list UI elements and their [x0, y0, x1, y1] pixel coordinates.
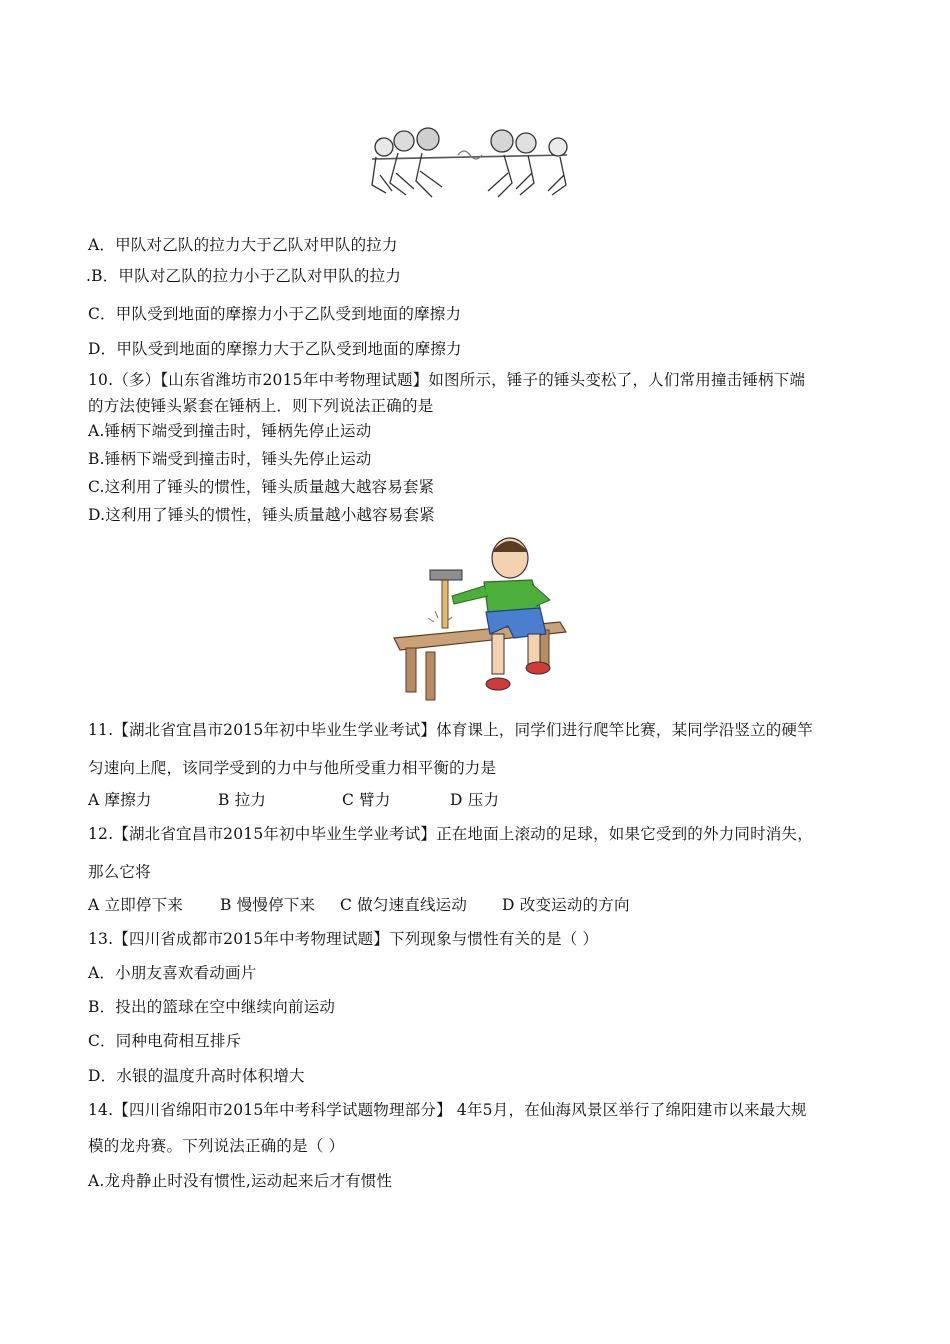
q14-stem-line1: 14.【四川省绵阳市2015年中考科学试题物理部分】 4年5月，在仙海风景区举行了绵阳建市以来最大规 — [88, 1101, 807, 1119]
q11-options — [88, 790, 499, 810]
q11-option-d: D 压力 — [450, 791, 500, 809]
q11-stem-line2: 匀速向上爬，该同学受到的力中与他所受重力相平衡的力是 — [88, 759, 497, 777]
q14-stem-line2: 模的龙舟赛。下列说法正确的是（ ） — [88, 1137, 345, 1155]
q12-option-d: D 改变运动的方向 — [502, 896, 630, 914]
q9-option-c: C．甲队受到地面的摩擦力小于乙队受到地面的摩擦力 — [88, 305, 462, 323]
tug-of-war-illustration — [362, 125, 588, 203]
q10-option-b: B.锤柄下端受到撞击时，锤头先停止运动 — [88, 450, 372, 468]
q11-option-b: B 拉力 — [218, 791, 267, 809]
q9-option-d: D．甲队受到地面的摩擦力大于乙队受到地面的摩擦力 — [88, 340, 462, 358]
q14-option-a: A.龙舟静止时没有惯性,运动起来后才有惯性 — [88, 1172, 393, 1190]
q13-option-c: C．同种电荷相互排斥 — [88, 1032, 242, 1050]
q11-option-c: C 臂力 — [342, 791, 391, 809]
q12-options — [88, 895, 630, 915]
q13-stem: 13.【四川省成都市2015年中考物理试题】下列现象与惯性有关的是（ ） — [88, 930, 599, 948]
q10-option-c: C.这利用了锤头的惯性，锤头质量越大越容易套紧 — [88, 478, 435, 496]
q12-option-c: C 做匀速直线运动 — [340, 896, 468, 914]
q12-option-a: A 立即停下来 — [88, 896, 184, 914]
hammer-bench-illustration — [380, 530, 570, 708]
q11-option-a: A 摩擦力 — [88, 791, 152, 809]
q11-stem-line1: 11.【湖北省宜昌市2015年初中毕业生学业考试】体育课上，同学们进行爬竿比赛，某同学沿竖立的硬竿 — [88, 721, 813, 739]
q10-option-a: A.锤柄下端受到撞击时，锤柄先停止运动 — [88, 422, 372, 440]
q9-option-a: A．甲队对乙队的拉力大于乙队对甲队的拉力 — [88, 236, 398, 254]
q13-option-a: A．小朋友喜欢看动画片 — [88, 964, 257, 982]
q10-stem-line1: 10.（多）【山东省潍坊市2015年中考物理试题】如图所示，锤子的锤头变松了，人们常用撞击锤柄下端 — [88, 371, 806, 389]
q12-stem-line2: 那么它将 — [88, 863, 151, 881]
q13-option-b: B．投出的篮球在空中继续向前运动 — [88, 998, 336, 1016]
q12-option-b: B 慢慢停下来 — [220, 896, 316, 914]
q9-option-b: .B．甲队对乙队的拉力小于乙队对甲队的拉力 — [86, 267, 402, 285]
q10-option-d: D.这利用了锤头的惯性，锤头质量越小越容易套紧 — [88, 506, 435, 524]
q13-option-d: D．水银的温度升高时体积增大 — [88, 1067, 305, 1085]
q10-stem-line2: 的方法使锤头紧套在锤柄上．则下列说法正确的是 — [88, 397, 434, 415]
q12-stem-line1: 12.【湖北省宜昌市2015年初中毕业生学业考试】正在地面上滚动的足球，如果它受到的外力同时消失， — [88, 825, 813, 843]
